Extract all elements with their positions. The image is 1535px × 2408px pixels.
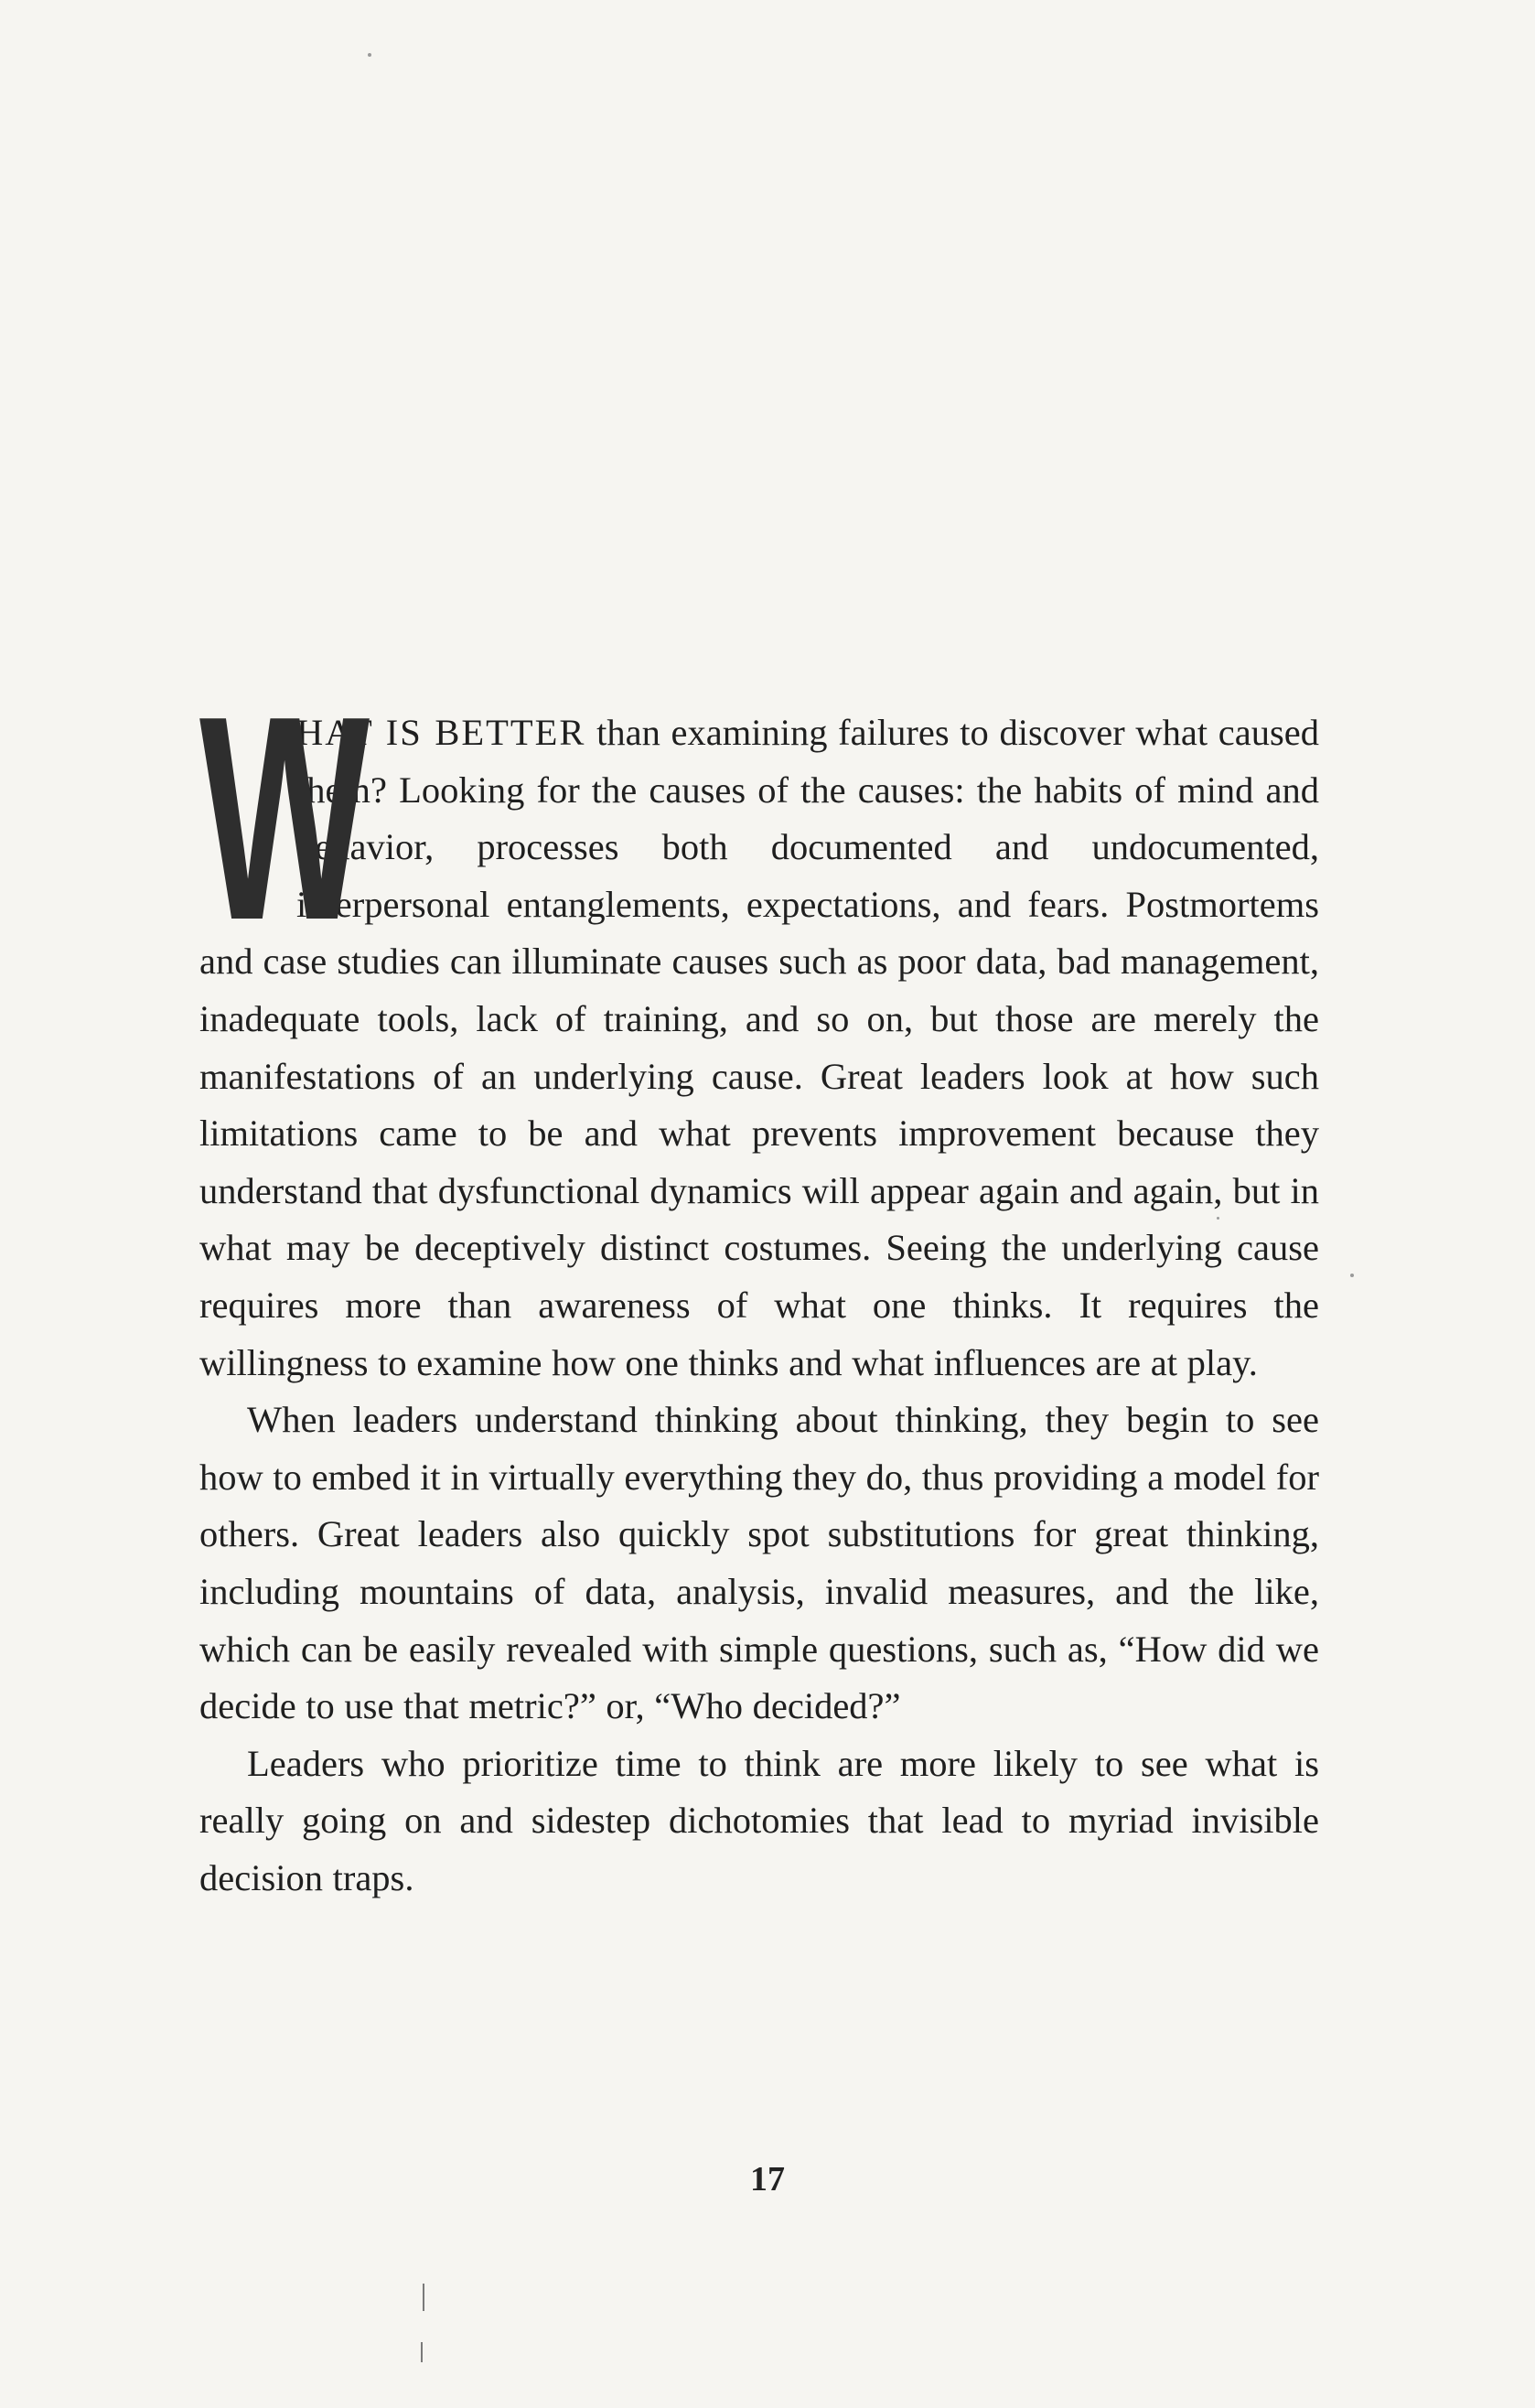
paragraph-2: When leaders understand thinking about thinking, they begin to see how to embed it in virtually everything they do, thus providing a model for others. Great leaders also quickly spot substitutions for great thinking, including mountains of data, analysis, invalid measures, and the like, which can be easily revealed with simple questions, such as, “How did we decide to use that metric?” or, “Who decided?” [199, 1399, 1319, 1727]
body-text [199, 656, 1320, 1907]
drop-cap: W [199, 656, 368, 981]
scan-speck [368, 53, 371, 57]
page-number: 17 [750, 2160, 785, 2198]
scan-mark [423, 2284, 424, 2311]
paragraph-3: Leaders who prioritize time to think are more likely to see what is really going on and sidestep dichotomies that lead to myriad invisible decision traps. [199, 1742, 1319, 1898]
lead-in-small-caps: HAT IS BETTER [296, 712, 586, 753]
scan-speck [1350, 1274, 1354, 1277]
scan-speck [1217, 1217, 1219, 1220]
paragraph-1-text: than examining failures to discover what caused them? Looking for the causes of the causes: the habits of mind and behavior, processes both documented and undocumented, interpersonal entanglements, expectations, and fears. Postmortems and case studies can illuminate causes such as poor data, bad management, inadequate tools, lack of training, and so on, but those are merely the manifestations of an underlying cause. Great leaders look at how such limitations came to be and what prevents improvement because they understand that dysfunctional dynamics will appear again and again, but in what may be deceptively distinct costumes. Seeing the underlying cause requires more than awareness of what one thinks. It requires the willingness to examine how one thinks and what influences are at play. [199, 712, 1320, 1383]
scan-mark [421, 2342, 423, 2362]
drop-cap-box [199, 656, 368, 981]
opening-paragraph [199, 656, 1320, 1392]
